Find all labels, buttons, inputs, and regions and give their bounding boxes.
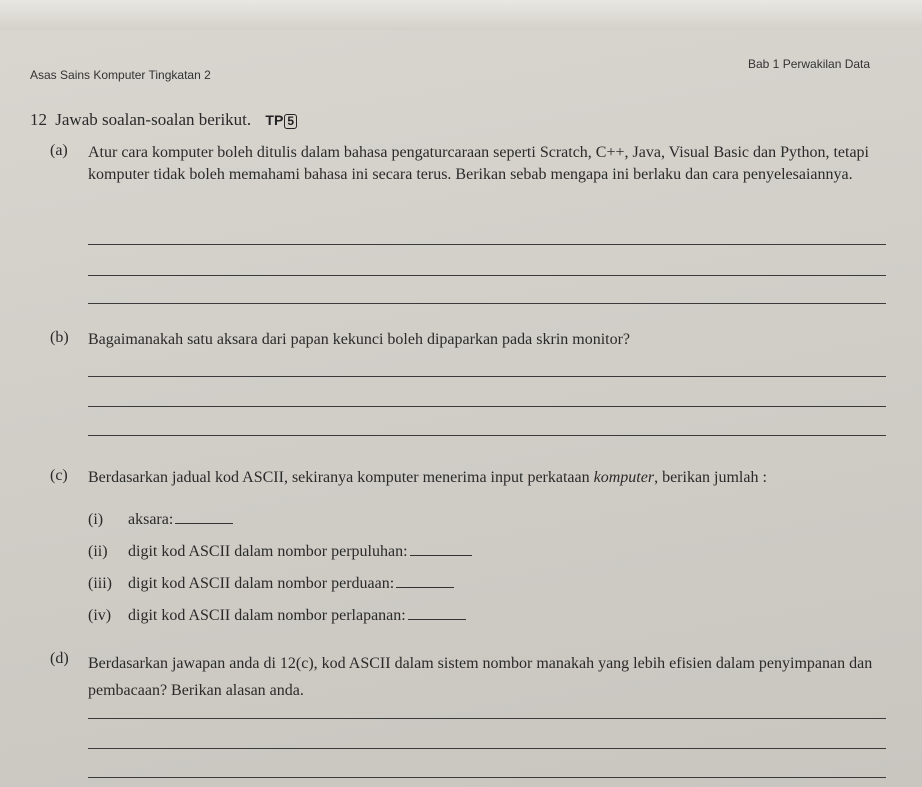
answer-blank[interactable] [396,573,454,588]
question-heading [30,110,297,130]
answer-line[interactable] [88,376,886,377]
answer-line[interactable] [88,303,886,304]
answer-blank[interactable] [408,605,466,620]
answer-line[interactable] [88,275,886,276]
answer-line[interactable] [88,777,886,778]
answer-line[interactable] [88,718,886,719]
part-b-label: (b) [50,329,69,346]
part-c-item-iv: (iv) digit kod ASCII dalam nombor perlapanan: [88,605,466,625]
part-c-item-i: (i) aksara: [88,509,233,529]
part-c-item-iii: (iii) digit kod ASCII dalam nombor perduaan: [88,573,454,593]
answer-blank[interactable] [175,509,233,524]
tp-level-badge: TP 5 [265,112,297,129]
part-d-text: Berdasarkan jawapan anda di 12(c), kod ASCII dalam sistem nombor manakah yang lebih efisien dalam penyimpanan dan pembacaan? Berikan alasan anda. [88,655,873,699]
answer-line[interactable] [88,435,886,436]
chapter-title: Bab 1 Perwakilan Data [748,57,871,71]
part-a-text: Atur cara komputer boleh ditulis dalam bahasa pengaturcaraan seperti Scratch, C++, Java, Visual Basic dan Python, tetapi komputer tidak boleh memahami bahasa ini secara terus. Berikan sebab mengapa ini berlaku dan cara penyelesaiannya. [88,144,869,183]
answer-line[interactable] [88,748,886,749]
part-a-label: (a) [50,142,68,159]
part-b-text: Bagaimanakah satu aksara dari papan kekunci boleh dipaparkan pada skrin monitor? [88,331,631,348]
part-c-text: Berdasarkan jadual kod ASCII, sekiranya komputer menerima input perkataan komputer, berikan jumlah : [88,469,767,486]
worksheet-page [0,30,922,787]
answer-blank[interactable] [410,541,472,556]
question-number: 12 [30,110,47,129]
part-c-label: (c) [50,467,68,484]
part-d-label: (d) [50,650,69,667]
book-title: Asas Sains Komputer Tingkatan 2 [30,68,211,82]
answer-line[interactable] [88,244,886,245]
question-instruction: Jawab soalan-soalan berikut. [55,110,252,129]
answer-line[interactable] [88,406,886,407]
part-c-item-ii: (ii) digit kod ASCII dalam nombor perpuluhan: [88,541,472,561]
